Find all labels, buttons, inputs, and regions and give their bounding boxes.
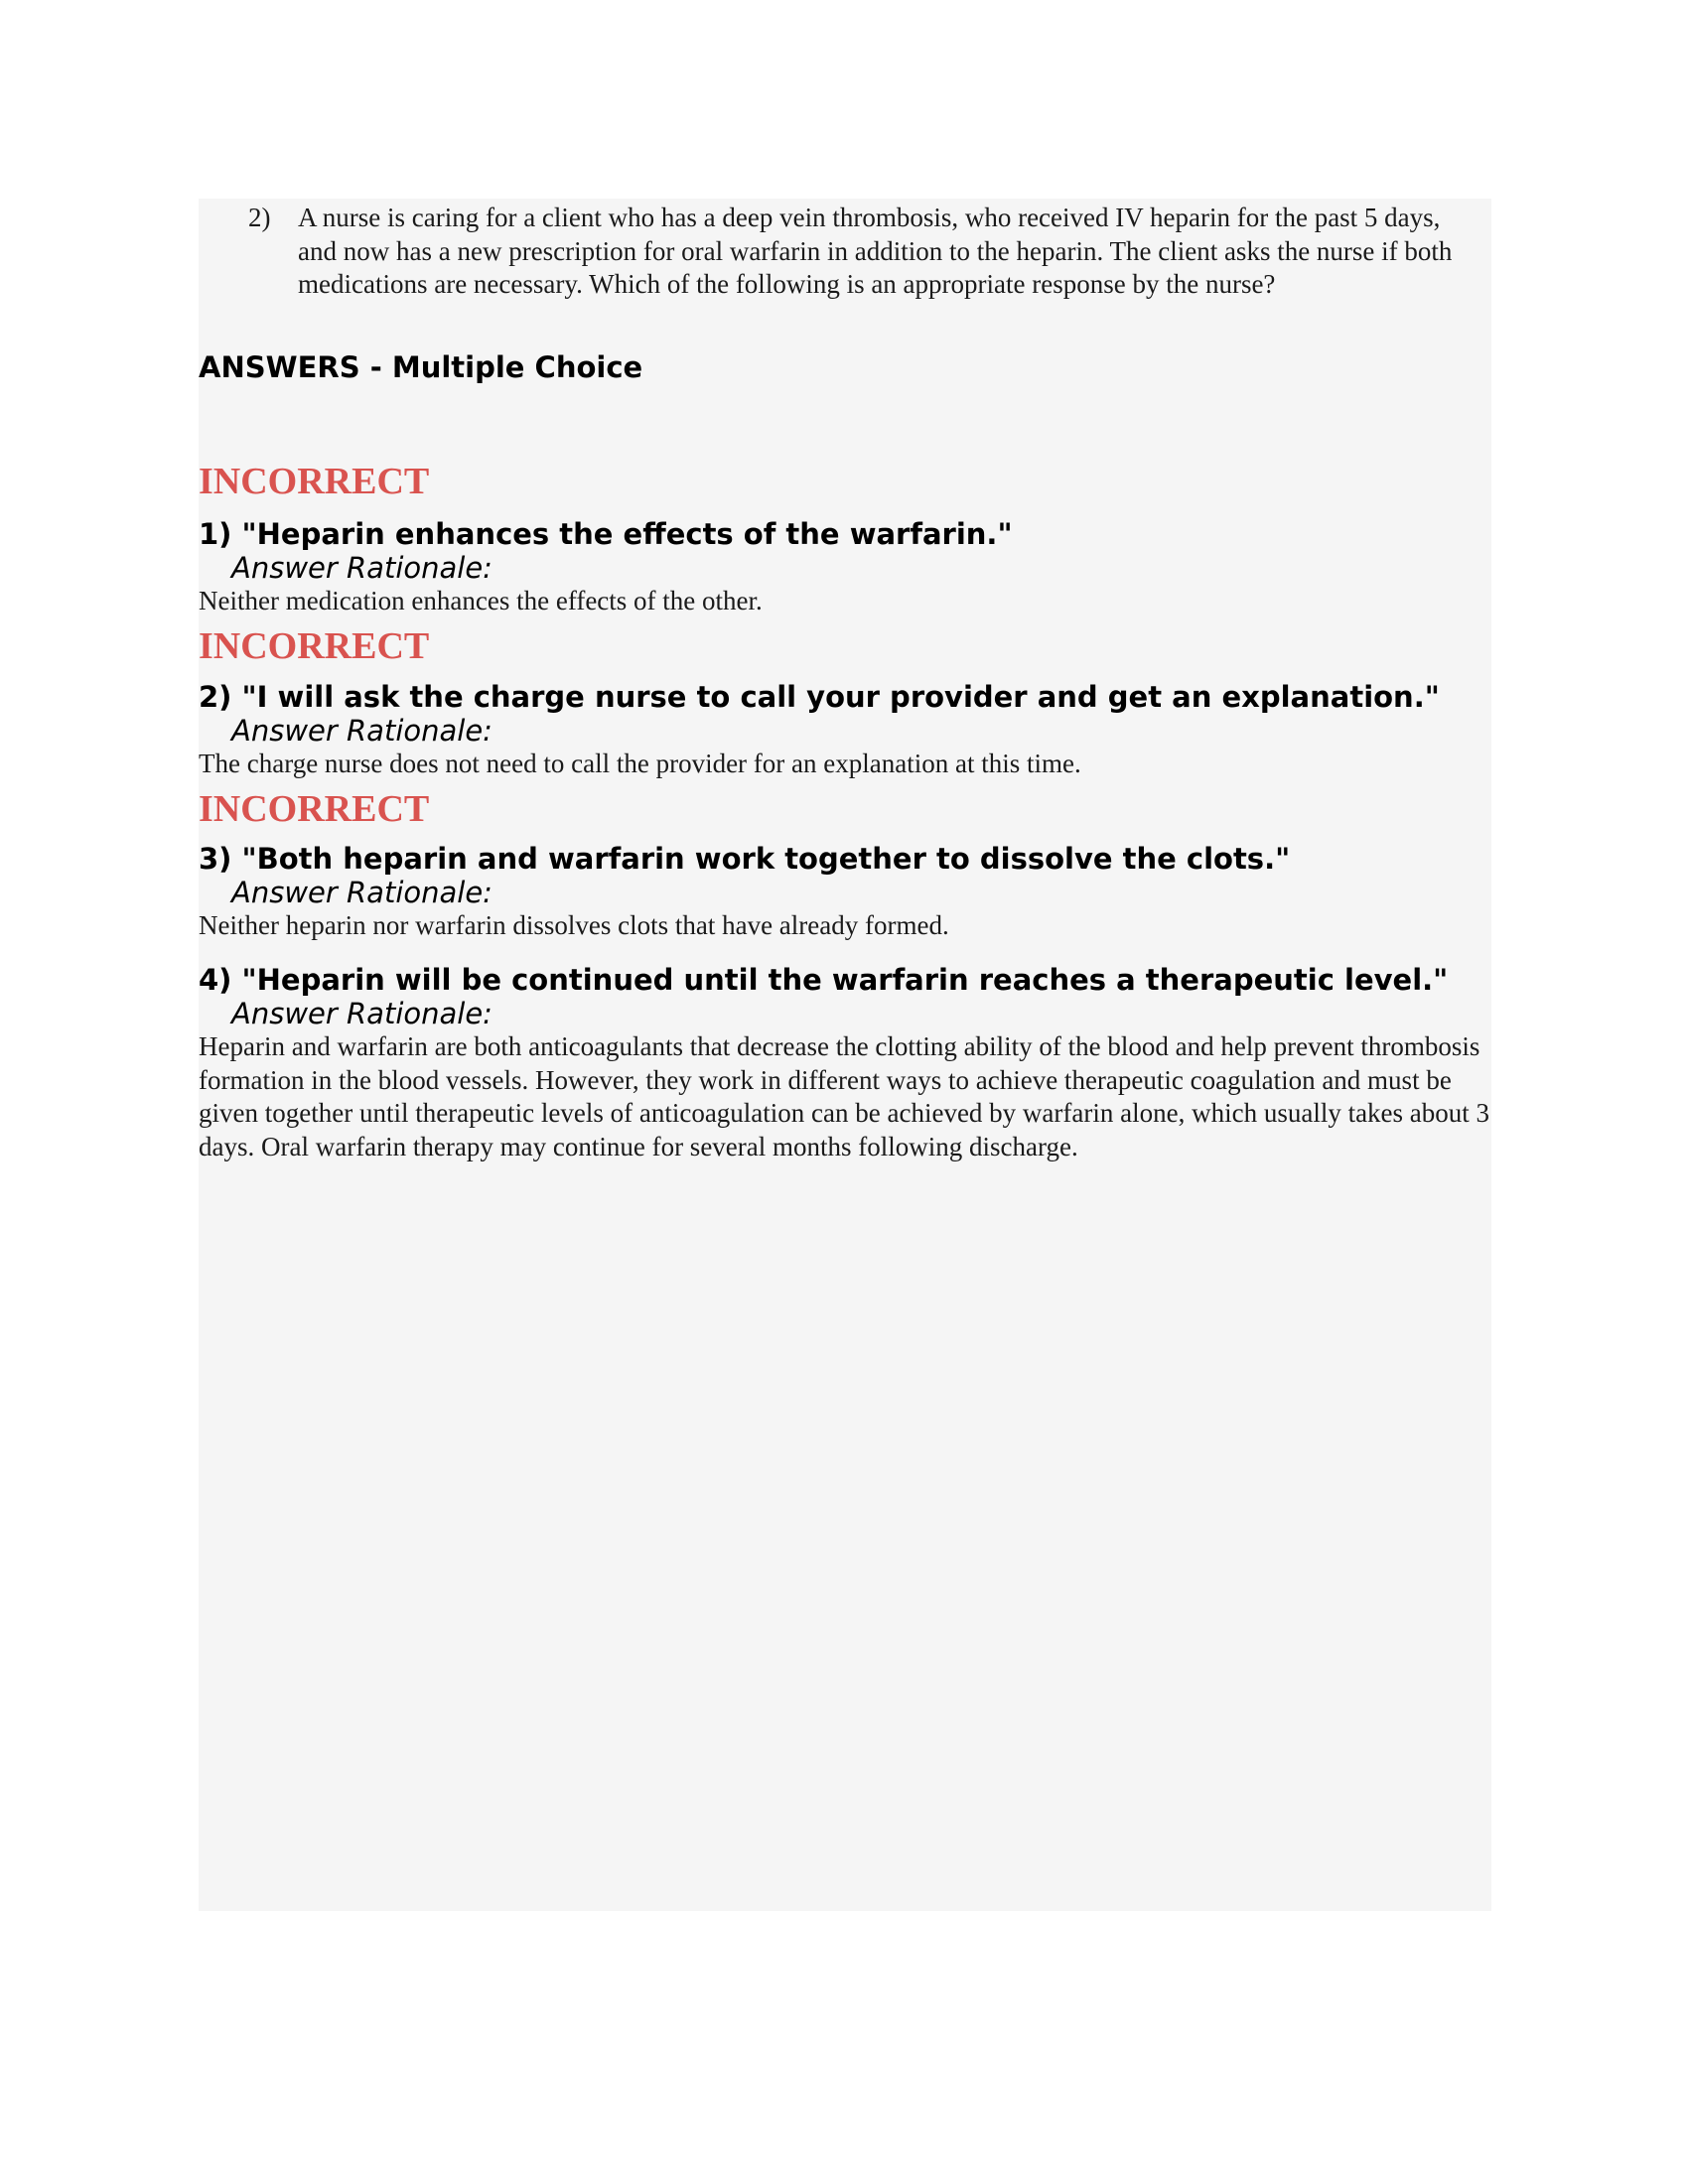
choice-text: 3) "Both heparin and warfarin work together to dissolve the clots." [199,842,1291,876]
answer-option-1 [199,460,1491,503]
rationale-label: Answer Rationale: [231,714,492,748]
rationale-text: Neither medication enhances the effects of the other. [199,586,763,615]
rationale-label: Answer Rationale: [231,551,492,585]
rationale-label: Answer Rationale: [231,997,492,1030]
rationale-text: Neither heparin nor warfarin dissolves clots that have already formed. [199,910,949,940]
answer-option-2 [199,624,1491,668]
choice-text: 4) "Heparin will be continued until the warfarin reaches a therapeutic level." [199,963,1449,997]
answer-option-4 [199,963,1491,1163]
question-text: A nurse is caring for a client who has a deep vein thrombosis, who received IV heparin for the past 5 days, and now has a new prescription for oral warfarin in addition to the heparin. The client asks the nurse if both medications are necessary. Which of the following is an appropriate response by the nurse? [298,203,1453,299]
choice-text: 1) "Heparin enhances the effects of the warfarin." [199,517,1013,551]
question-number: 2) [248,203,271,232]
verdict-label: INCORRECT [199,461,430,502]
answers-heading: ANSWERS - Multiple Choice [199,350,643,384]
choice-text: 2) "I will ask the charge nurse to call your provider and get an explanation." [199,680,1440,714]
rationale-text: The charge nurse does not need to call the provider for an explanation at this time. [199,749,1081,778]
rationale-text: Heparin and warfarin are both anticoagulants that decrease the clotting ability of the blood and help prevent thrombosis formation in the blood vessels. However, they work in different ways to achieve therapeutic coagulation and must be given together until therapeutic levels of anticoagulation can be achieved by warfarin alone, which usually takes about 3 days. Oral warfarin therapy may continue for several months following discharge. [199,1031,1490,1161]
verdict-label: INCORRECT [199,625,430,667]
answer-option-3 [199,787,1491,831]
rationale-label: Answer Rationale: [231,876,492,909]
verdict-label: INCORRECT [199,788,430,830]
question-block [248,199,1491,302]
